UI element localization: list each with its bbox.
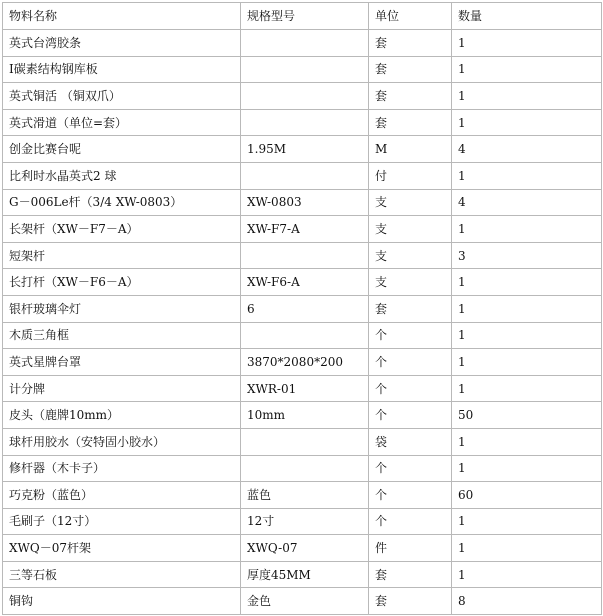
cell-spec: XWR-01 <box>241 375 369 402</box>
cell-spec <box>241 162 369 189</box>
table-row <box>3 162 602 189</box>
cell-qty: 1 <box>452 375 602 402</box>
cell-qty: 50 <box>452 402 602 429</box>
cell-qty: 60 <box>452 482 602 509</box>
table-row <box>3 428 602 455</box>
cell-qty: 1 <box>452 83 602 110</box>
cell-unit: 个 <box>369 402 452 429</box>
cell-qty: 1 <box>452 56 602 83</box>
cell-spec: 1.95M <box>241 136 369 163</box>
cell-qty: 1 <box>452 561 602 588</box>
cell-qty: 1 <box>452 109 602 136</box>
header-name: 物料名称 <box>3 3 241 30</box>
cell-name: 巧克粉（蓝色） <box>3 482 241 509</box>
cell-spec: XW-F7-A <box>241 216 369 243</box>
table-row <box>3 455 602 482</box>
cell-unit: 套 <box>369 30 452 57</box>
cell-name: 银杆玻璃伞灯 <box>3 295 241 322</box>
table-row <box>3 216 602 243</box>
cell-unit: 支 <box>369 216 452 243</box>
cell-spec: 3870*2080*200 <box>241 349 369 376</box>
table-row <box>3 482 602 509</box>
cell-unit: 套 <box>369 295 452 322</box>
cell-qty: 1 <box>452 349 602 376</box>
cell-spec: 蓝色 <box>241 482 369 509</box>
table-row <box>3 56 602 83</box>
cell-qty: 1 <box>452 322 602 349</box>
table-row <box>3 83 602 110</box>
cell-name: 创金比赛台呢 <box>3 136 241 163</box>
table-row <box>3 269 602 296</box>
cell-spec <box>241 428 369 455</box>
cell-name: XWQ－07杆架 <box>3 535 241 562</box>
cell-spec <box>241 56 369 83</box>
cell-unit: 套 <box>369 83 452 110</box>
cell-unit: 个 <box>369 508 452 535</box>
cell-unit: 个 <box>369 349 452 376</box>
cell-spec: XW-0803 <box>241 189 369 216</box>
cell-name: 英式铜活 （铜双爪） <box>3 83 241 110</box>
cell-qty: 4 <box>452 189 602 216</box>
table-row <box>3 295 602 322</box>
header-unit: 单位 <box>369 3 452 30</box>
cell-unit: 袋 <box>369 428 452 455</box>
cell-spec <box>241 242 369 269</box>
cell-spec <box>241 109 369 136</box>
cell-qty: 1 <box>452 269 602 296</box>
cell-name: 修杆器（木卡子） <box>3 455 241 482</box>
cell-name: 铜钩 <box>3 588 241 615</box>
cell-unit: 套 <box>369 109 452 136</box>
cell-qty: 1 <box>452 295 602 322</box>
table-header-row <box>3 3 602 30</box>
table-row <box>3 349 602 376</box>
cell-unit: 个 <box>369 375 452 402</box>
cell-name: 木质三角框 <box>3 322 241 349</box>
cell-spec <box>241 322 369 349</box>
cell-name: 长架杆（XW－F7－A） <box>3 216 241 243</box>
header-qty: 数量 <box>452 3 602 30</box>
cell-unit: 付 <box>369 162 452 189</box>
materials-table <box>2 2 602 615</box>
cell-unit: 个 <box>369 322 452 349</box>
cell-unit: 支 <box>369 189 452 216</box>
cell-spec <box>241 83 369 110</box>
cell-qty: 1 <box>452 455 602 482</box>
cell-qty: 1 <box>452 535 602 562</box>
cell-name: 计分牌 <box>3 375 241 402</box>
table-row <box>3 508 602 535</box>
cell-spec: 金色 <box>241 588 369 615</box>
cell-unit: 套 <box>369 561 452 588</box>
cell-unit: 支 <box>369 242 452 269</box>
table-row <box>3 535 602 562</box>
cell-name: 英式台湾胶条 <box>3 30 241 57</box>
cell-unit: 支 <box>369 269 452 296</box>
cell-unit: 个 <box>369 455 452 482</box>
cell-name: 比利时水晶英式2 球 <box>3 162 241 189</box>
cell-unit: 件 <box>369 535 452 562</box>
cell-name: 皮头（鹿牌10mm） <box>3 402 241 429</box>
table-row <box>3 588 602 615</box>
cell-spec: 厚度45MM <box>241 561 369 588</box>
cell-name: 长打杆（XW－F6－A） <box>3 269 241 296</box>
cell-spec <box>241 455 369 482</box>
cell-unit: 套 <box>369 588 452 615</box>
table-row <box>3 402 602 429</box>
cell-qty: 4 <box>452 136 602 163</box>
cell-qty: 1 <box>452 162 602 189</box>
cell-name: 毛刷子（12寸） <box>3 508 241 535</box>
cell-name: 球杆用胶水（安特固小胶水） <box>3 428 241 455</box>
table-row <box>3 375 602 402</box>
cell-spec <box>241 30 369 57</box>
cell-unit: 套 <box>369 56 452 83</box>
cell-unit: M <box>369 136 452 163</box>
table-row <box>3 30 602 57</box>
cell-qty: 1 <box>452 428 602 455</box>
cell-qty: 8 <box>452 588 602 615</box>
cell-name: I碳素结构钢库板 <box>3 56 241 83</box>
table-row <box>3 189 602 216</box>
table-row <box>3 561 602 588</box>
cell-spec: XW-F6-A <box>241 269 369 296</box>
cell-name: G－006Le杆（3/4 XW-0803） <box>3 189 241 216</box>
cell-name: 短架杆 <box>3 242 241 269</box>
table-row <box>3 242 602 269</box>
header-spec: 规格型号 <box>241 3 369 30</box>
cell-name: 英式星牌台罩 <box>3 349 241 376</box>
cell-spec: 6 <box>241 295 369 322</box>
cell-spec: 10mm <box>241 402 369 429</box>
cell-qty: 1 <box>452 30 602 57</box>
cell-spec: 12寸 <box>241 508 369 535</box>
cell-spec: XWQ-07 <box>241 535 369 562</box>
cell-qty: 3 <box>452 242 602 269</box>
cell-name: 英式滑道（单位=套） <box>3 109 241 136</box>
table-row <box>3 322 602 349</box>
cell-unit: 个 <box>369 482 452 509</box>
table-row <box>3 109 602 136</box>
cell-qty: 1 <box>452 508 602 535</box>
table-row <box>3 136 602 163</box>
cell-qty: 1 <box>452 216 602 243</box>
cell-name: 三等石板 <box>3 561 241 588</box>
